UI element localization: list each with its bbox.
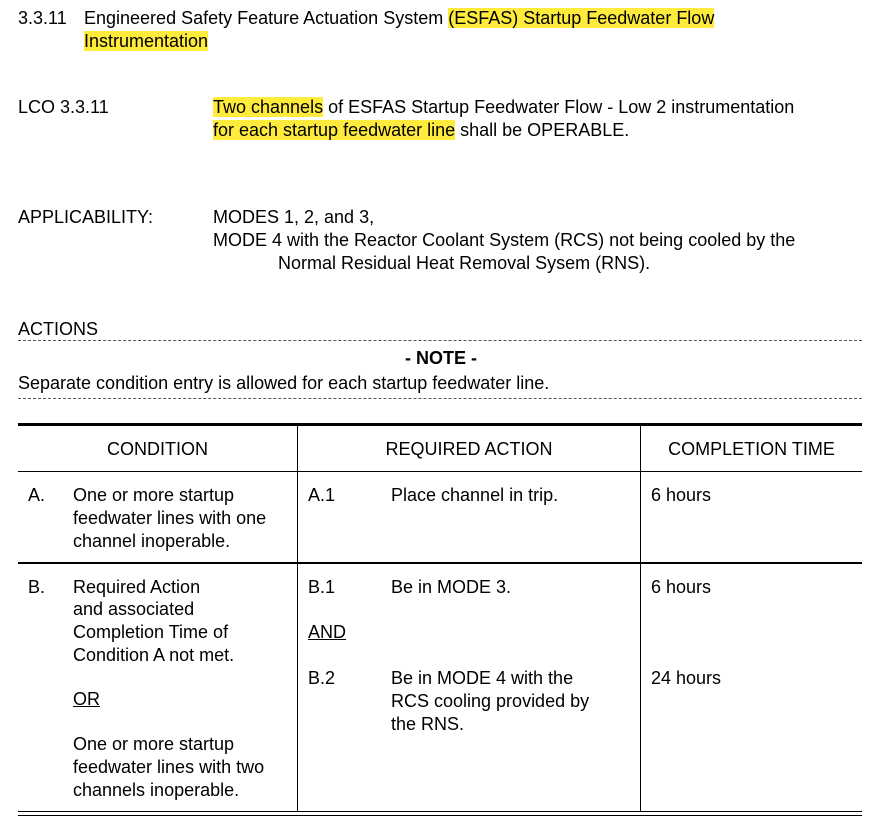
row-b-condition-3: Completion Time of — [73, 622, 229, 642]
actions-label: ACTIONS — [18, 319, 99, 339]
row-b-condition-2: and associated — [73, 599, 195, 619]
row-b-time1: 6 hours — [651, 577, 712, 597]
row-b-condition-7: channels inoperable. — [73, 780, 240, 800]
note-divider-top — [18, 340, 862, 341]
title-plain: Engineered Safety Feature Actuation System — [84, 8, 449, 28]
table-row-divider — [18, 562, 862, 564]
note-divider-bottom — [18, 398, 862, 399]
lco-label: LCO 3.3.11 — [18, 97, 109, 117]
note-title: - NOTE - — [405, 348, 477, 368]
note-text: Separate condition entry is allowed for each startup feedwater line. — [18, 373, 550, 393]
section-title — [84, 7, 714, 30]
lco-text-line2 — [213, 119, 629, 142]
column-divider-1 — [297, 424, 298, 811]
header-condition: CONDITION — [107, 439, 208, 459]
applicability-line2: MODE 4 with the Reactor Coolant System (RCS) not being cooled by the — [213, 230, 796, 250]
row-b-letter: B. — [28, 577, 46, 597]
row-b-condition-6: feedwater lines with two — [73, 757, 265, 777]
row-b-action1: Be in MODE 3. — [391, 577, 512, 597]
title-highlight-1: (ESFAS) Startup Feedwater Flow — [448, 8, 715, 28]
lco-text-2: shall be OPERABLE. — [455, 120, 630, 140]
row-b-condition-4: Condition A not met. — [73, 645, 235, 665]
title-highlight-2: Instrumentation — [84, 31, 209, 51]
header-required-action: REQUIRED ACTION — [385, 439, 553, 459]
row-a-condition-2: feedwater lines with one — [73, 508, 267, 528]
row-b-action1-id: B.1 — [308, 577, 336, 597]
row-b-or — [73, 688, 100, 711]
row-b-or-text: OR — [73, 689, 100, 709]
lco-text-1: of ESFAS Startup Feedwater Flow - Low 2 instrumentation — [323, 97, 795, 117]
row-b-and — [308, 621, 346, 644]
row-a-action: Place channel in trip. — [391, 485, 559, 505]
row-a-condition-1: One or more startup — [73, 485, 235, 505]
header-completion-time: COMPLETION TIME — [668, 439, 835, 459]
row-a-condition-3: channel inoperable. — [73, 531, 231, 551]
row-b-action2-3: the RNS. — [391, 714, 465, 734]
table-top-border — [18, 423, 862, 426]
row-b-action2-2: RCS cooling provided by — [391, 691, 590, 711]
row-a-action-id: A.1 — [308, 485, 336, 505]
lco-text-line1 — [213, 96, 794, 119]
row-a-letter: A. — [28, 485, 46, 505]
row-b-action2-1: Be in MODE 4 with the — [391, 668, 574, 688]
row-a-time: 6 hours — [651, 485, 712, 505]
section-title-line2 — [84, 30, 208, 53]
applicability-label: APPLICABILITY: — [18, 207, 154, 227]
row-b-and-text: AND — [308, 622, 347, 642]
row-b-condition-5: One or more startup — [73, 734, 235, 754]
applicability-line3: Normal Residual Heat Removal Sysem (RNS). — [278, 253, 651, 273]
row-b-time2: 24 hours — [651, 668, 722, 688]
applicability-line1: MODES 1, 2, and 3, — [213, 207, 375, 227]
table-header-rule — [18, 471, 862, 472]
row-b-action2-id: B.2 — [308, 668, 336, 688]
lco-highlight-1: Two channels — [213, 97, 324, 117]
row-b-condition-1: Required Action — [73, 577, 201, 597]
section-number: 3.3.11 — [18, 8, 67, 28]
lco-highlight-2: for each startup feedwater line — [213, 120, 456, 140]
table-bottom-border-2 — [18, 815, 862, 816]
column-divider-2 — [640, 424, 641, 811]
table-bottom-border-1 — [18, 811, 862, 812]
